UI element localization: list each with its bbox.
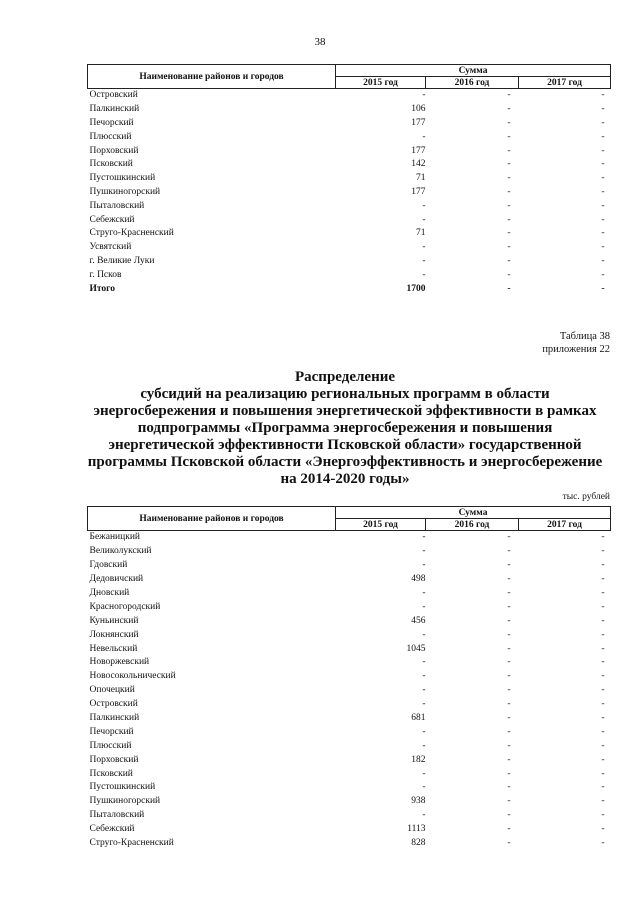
value-2016: - [507, 145, 511, 156]
value-2016: - [507, 104, 511, 115]
table-row [88, 587, 611, 601]
district-name: Плюсский [89, 131, 132, 142]
column-header-2017: 2017 год [519, 77, 611, 89]
district-name: Пустошкинский [89, 173, 156, 184]
district-name: Островский [89, 90, 138, 101]
value-2017: - [601, 671, 605, 682]
title-line: на 2014-2020 годы» [280, 471, 410, 487]
table-row [88, 684, 611, 698]
value-2015: 938 [411, 796, 426, 807]
district-name: Куньинский [89, 615, 139, 626]
value-2017: - [601, 824, 605, 835]
district-name: Порховский [89, 145, 139, 156]
value-2015: - [422, 685, 426, 696]
value-2016: - [507, 629, 511, 640]
table-row [88, 531, 611, 545]
value-2016: - [507, 588, 511, 598]
district-name: Великолукский [89, 546, 152, 557]
table-body [88, 89, 611, 296]
value-2015: 142 [411, 159, 426, 170]
value-2017: - [601, 782, 605, 793]
value-2015: 456 [411, 615, 426, 626]
value-2016: - [507, 796, 511, 807]
value-2015: 498 [411, 574, 426, 585]
value-2015: 71 [416, 173, 426, 184]
value-2016: - [507, 838, 511, 849]
table-row [88, 227, 611, 241]
district-name: Усвятский [89, 242, 132, 253]
value-2017: - [601, 615, 605, 626]
value-2015: - [422, 629, 426, 640]
district-name: Пушкиногорский [89, 186, 161, 197]
table-row [88, 781, 611, 795]
value-2016: - [507, 601, 511, 612]
value-2015: 1700 [406, 283, 426, 294]
district-name: Локнянский [89, 629, 139, 640]
table-row [88, 573, 611, 587]
table-row [88, 614, 611, 628]
value-2016: - [507, 173, 511, 184]
column-header-name: Наименование районов и городов [88, 65, 336, 89]
table-body [88, 531, 611, 851]
title-line: субсидий на реализацию региональных программ в области [140, 386, 550, 402]
value-2017: - [601, 601, 605, 612]
district-name: Себежский [89, 824, 135, 835]
document-title [60, 369, 630, 488]
district-name: Печорский [89, 726, 134, 737]
value-2015: - [422, 546, 426, 557]
value-2015: - [422, 560, 426, 571]
value-2016: - [507, 754, 511, 765]
unit-label: тыс. рублей [562, 492, 610, 502]
value-2016: - [507, 242, 511, 253]
district-name: Дновский [89, 588, 130, 598]
table-row [88, 656, 611, 670]
district-name: Себежский [89, 214, 135, 225]
title-line: Распределение [294, 369, 396, 385]
table-row [88, 809, 611, 823]
value-2017: - [601, 657, 605, 668]
value-2016: - [507, 159, 511, 170]
value-2017: - [601, 754, 605, 765]
value-2015: - [422, 601, 426, 612]
value-2015: - [422, 768, 426, 779]
value-2016: - [507, 643, 511, 654]
value-2016: - [507, 810, 511, 821]
value-2015: - [422, 726, 426, 737]
value-2015: 1045 [406, 643, 426, 654]
value-2016: - [507, 713, 511, 724]
value-2015: 1113 [407, 824, 426, 835]
subsidy-distribution-table [87, 506, 611, 850]
value-2016: - [507, 186, 511, 197]
district-name: Красногородский [89, 601, 161, 612]
value-2016: - [507, 671, 511, 682]
value-2017: - [601, 131, 605, 142]
table-row [88, 241, 611, 255]
value-2017: - [601, 574, 605, 585]
value-2015: - [422, 671, 426, 682]
value-2015: - [422, 588, 426, 598]
table-row [88, 739, 611, 753]
table-row [88, 89, 611, 103]
value-2017: - [601, 560, 605, 571]
value-2017: - [601, 228, 605, 239]
value-2017: - [601, 104, 605, 115]
table-row [88, 158, 611, 172]
table-row [88, 698, 611, 712]
value-2017: - [601, 768, 605, 779]
value-2016: - [507, 699, 511, 710]
value-2016: - [507, 255, 511, 266]
table-row [88, 767, 611, 781]
table-caption [542, 330, 610, 356]
district-name: Невельский [89, 643, 138, 654]
value-2017: - [601, 588, 605, 598]
table-row [88, 753, 611, 767]
appendix-number: приложения 22 [542, 344, 610, 355]
value-2017: - [601, 200, 605, 211]
value-2017: - [601, 90, 605, 101]
value-2017: - [601, 269, 605, 280]
value-2015: - [422, 657, 426, 668]
value-2017: - [601, 546, 605, 557]
title-line: программы Псковской области «Энергоэффективность и энергосбережение [87, 454, 603, 470]
district-name: Дедовичский [89, 574, 144, 585]
district-name: Порховский [89, 754, 139, 765]
district-name: Итого [89, 283, 116, 294]
table-row [88, 213, 611, 227]
column-header-2016: 2016 год [426, 519, 519, 531]
total-row [88, 282, 611, 296]
value-2016: - [507, 657, 511, 668]
value-2016: - [507, 685, 511, 696]
value-2016: - [507, 574, 511, 585]
value-2015: - [422, 699, 426, 710]
district-name: Пустошкинский [89, 782, 156, 793]
table-row [88, 712, 611, 726]
table-row [88, 199, 611, 213]
value-2015: 681 [411, 713, 426, 724]
value-2015: - [422, 214, 426, 225]
table-row [88, 172, 611, 186]
table-row [88, 823, 611, 837]
value-2016: - [507, 200, 511, 211]
value-2016: - [507, 726, 511, 737]
value-2017: - [601, 214, 605, 225]
column-header-2016: 2016 год [426, 77, 519, 89]
value-2015: - [422, 532, 426, 543]
table-row [88, 255, 611, 269]
value-2017: - [601, 159, 605, 170]
value-2016: - [507, 532, 511, 543]
district-name: Плюсский [89, 740, 132, 751]
value-2017: - [601, 532, 605, 543]
value-2017: - [601, 283, 605, 294]
value-2016: - [507, 228, 511, 239]
value-2015: - [422, 242, 426, 253]
value-2015: - [422, 131, 426, 142]
district-name: Печорский [89, 117, 134, 128]
value-2017: - [601, 242, 605, 253]
value-2016: - [507, 117, 511, 128]
district-name: Палкинский [89, 713, 140, 724]
value-2016: - [507, 740, 511, 751]
value-2017: - [601, 186, 605, 197]
value-2015: - [422, 740, 426, 751]
column-header-name: Наименование районов и городов [88, 507, 336, 531]
value-2015: 828 [411, 838, 426, 849]
table-row [88, 130, 611, 144]
district-name: Гдовский [89, 560, 128, 571]
table-row [88, 559, 611, 573]
table-row [88, 186, 611, 200]
value-2016: - [507, 283, 511, 294]
value-2015: - [422, 269, 426, 280]
district-name: Пыталовский [89, 810, 145, 821]
value-2017: - [601, 643, 605, 654]
table-row [88, 545, 611, 559]
value-2015: - [422, 255, 426, 266]
district-name: Островский [89, 699, 138, 710]
title-line: энергетической эффективности Псковской области» государственной [108, 437, 582, 453]
column-header-2015: 2015 год [336, 519, 426, 531]
value-2015: 106 [411, 104, 426, 115]
column-header-2015: 2015 год [336, 77, 426, 89]
value-2015: - [422, 200, 426, 211]
table-row [88, 642, 611, 656]
district-name: Опочецкий [89, 685, 135, 696]
district-name: Пушкиногорский [89, 796, 161, 807]
value-2016: - [507, 768, 511, 779]
value-2016: - [507, 824, 511, 835]
title-line: подпрограммы «Программа энергосбережения и повышения [137, 420, 553, 436]
value-2017: - [601, 255, 605, 266]
value-2016: - [507, 782, 511, 793]
district-name: Новосокольнический [89, 671, 176, 682]
value-2016: - [507, 615, 511, 626]
table-row [88, 117, 611, 131]
district-name: Палкинский [89, 104, 140, 115]
table-row [88, 144, 611, 158]
table-number: Таблица 38 [559, 331, 610, 342]
column-header-sum: Сумма [336, 507, 611, 519]
value-2017: - [601, 796, 605, 807]
district-name: г. Псков [89, 269, 122, 280]
district-name: Пыталовский [89, 200, 145, 211]
district-name: Псковский [89, 159, 133, 170]
table-row [88, 837, 611, 851]
district-name: Струго-Красненский [89, 838, 174, 849]
table-row [88, 725, 611, 739]
table-row [88, 268, 611, 282]
table-row [88, 103, 611, 117]
value-2016: - [507, 546, 511, 557]
value-2017: - [601, 810, 605, 821]
value-2017: - [601, 838, 605, 849]
page-number: 38 [314, 36, 326, 48]
district-name: Струго-Красненский [89, 228, 174, 239]
value-2017: - [601, 629, 605, 640]
value-2015: - [422, 782, 426, 793]
value-2017: - [601, 699, 605, 710]
value-2015: 177 [411, 186, 426, 197]
column-header-2017: 2017 год [519, 519, 611, 531]
title-line: энергосбережения и повышения энергетической эффективности в рамках [93, 403, 597, 419]
district-name: Бежаницкий [89, 532, 140, 543]
value-2015: 71 [416, 228, 426, 239]
value-2017: - [601, 740, 605, 751]
table-row [88, 795, 611, 809]
value-2015: - [422, 810, 426, 821]
value-2015: 177 [411, 145, 426, 156]
value-2017: - [601, 173, 605, 184]
district-name: Новоржевский [89, 657, 150, 668]
value-2017: - [601, 145, 605, 156]
value-2015: - [422, 90, 426, 101]
subsidy-table-continued [87, 64, 611, 296]
value-2015: 182 [411, 754, 426, 765]
district-name: Псковский [89, 768, 133, 779]
value-2016: - [507, 131, 511, 142]
value-2016: - [507, 269, 511, 280]
table-row [88, 670, 611, 684]
column-header-sum: Сумма [336, 65, 611, 77]
table-row [88, 600, 611, 614]
value-2017: - [601, 685, 605, 696]
value-2016: - [507, 560, 511, 571]
value-2016: - [507, 214, 511, 225]
value-2017: - [601, 726, 605, 737]
value-2016: - [507, 90, 511, 101]
value-2017: - [601, 713, 605, 724]
value-2015: 177 [411, 117, 426, 128]
value-2017: - [601, 117, 605, 128]
table-row [88, 628, 611, 642]
district-name: г. Великие Луки [89, 255, 155, 266]
